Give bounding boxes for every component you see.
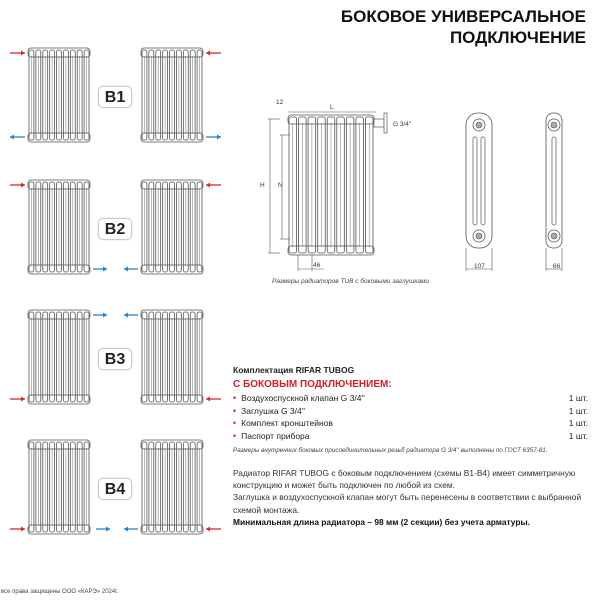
kit-subheading: С БОКОВЫМ ПОДКЛЮЧЕНИЕМ: [233,379,392,390]
bullet-icon: • [233,430,237,441]
kit-item [233,430,588,443]
supply-arrow-icon [206,183,221,188]
kit-item-name: Комплект кронштейнов [241,418,333,429]
kit-item [233,392,588,405]
return-arrow-icon [206,135,221,140]
supply-arrow-icon [206,397,221,402]
kit-item-qty: 1 шт. [568,418,588,429]
radiator-icon [141,48,203,142]
return-arrow-icon [93,313,107,318]
dim-46: 46 [313,262,321,269]
kit-item-qty: 1 шт. [568,430,588,441]
kit-note: Размеры внутренних боковых присоединительных резьб радиатора G 3/4'' выполнены по ГОСТ 6357-81. [233,447,548,454]
radiator-icon [141,180,203,274]
radiator-icon [288,115,374,255]
supply-arrow-icon [10,527,25,532]
supply-arrow-icon [206,51,221,56]
radiator-icon [141,310,203,404]
dim-L: L [330,104,334,111]
radiator-icon [28,440,90,534]
kit-item [233,417,588,430]
description: Радиатор RIFAR TUBOG с боковым подключением (схемы B1-B4) имеет симметричную конструкцию и может быть подключен по любой из схем. Заглушка и воздухоспускной клапан могут быть перенесены в соответствии с выбранной схемой монтажа. Минимальная длина радиатора – 98 мм (2 секции) без учета арматуры. [233,468,582,527]
dim-H: H [260,182,265,189]
kit-item [233,405,588,418]
copyright-footer: все права защищены ООО «КАРЭ» 2024г. [1,589,119,595]
kit-item-name: Заглушка G 3/4'' [241,405,305,416]
dim-N: N [278,182,283,189]
radiator-icon [141,440,203,534]
return-arrow-icon [124,527,138,532]
supply-arrow-icon [10,183,25,188]
drawing-caption: Размеры радиаторов TUB с боковыми заглушками [272,278,430,285]
kit-item-name: Паспорт прибора [241,430,310,441]
supply-arrow-icon [206,527,221,532]
bullet-icon: • [233,393,237,404]
page-title: БОКОВОЕ УНИВЕРСАЛЬНОЕ ПОДКЛЮЧЕНИЕ [340,7,586,47]
dim-12: 12 [276,99,284,106]
radiator-dimension-drawing [250,95,600,275]
return-arrow-icon [124,267,138,272]
scheme-label: B3 [98,348,132,370]
bullet-icon: • [233,418,237,429]
dim-thread: G 3/4'' [393,121,412,128]
kit-item-name: Воздухоспускной клапан G 3/4'' [241,393,365,404]
kit-item-qty: 1 шт. [568,393,588,404]
supply-arrow-icon [10,51,25,56]
scheme-label: B1 [98,86,132,108]
return-arrow-icon [10,135,25,140]
bullet-icon: • [233,405,237,416]
dim-107: 107 [474,263,485,270]
return-arrow-icon [96,527,110,532]
radiator-icon [28,180,90,274]
scheme-label: B4 [98,478,132,500]
radiator-icon [28,310,90,404]
scheme-label: B2 [98,218,132,240]
kit-section [233,365,588,454]
return-arrow-icon [124,313,138,318]
dim-66: 66 [553,263,561,270]
return-arrow-icon [93,267,107,272]
kit-heading: Комплектация RIFAR TUBOG [233,365,355,375]
radiator-icon [28,48,90,142]
supply-arrow-icon [10,397,25,402]
kit-item-qty: 1 шт. [568,405,588,416]
